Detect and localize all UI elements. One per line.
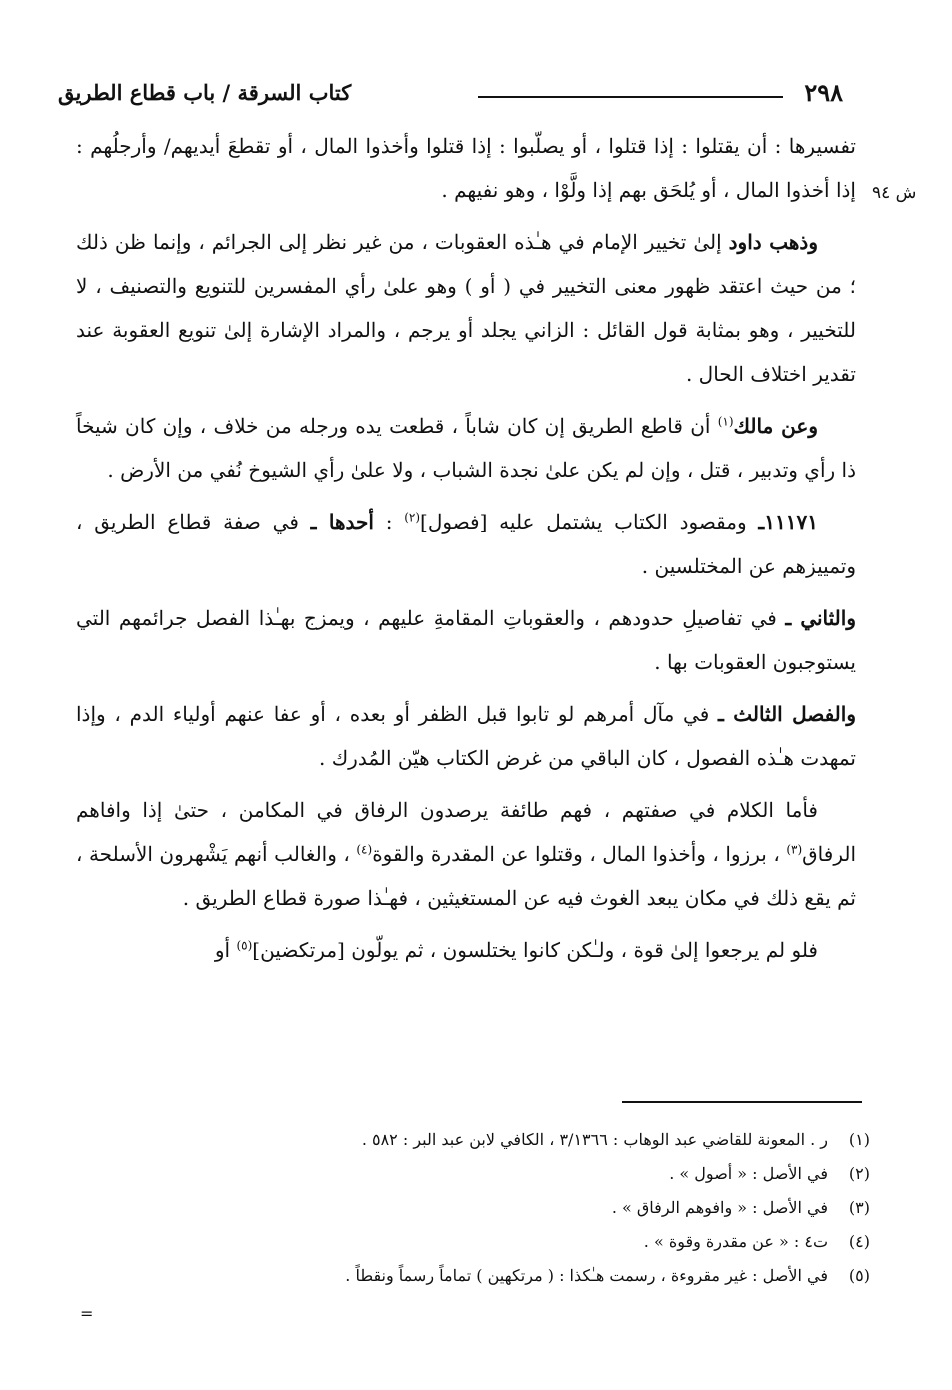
paragraph-text: في صفة قطاع الطريق ، وتمييزهم عن المختلسين .	[76, 510, 856, 578]
footnote-item	[150, 1225, 870, 1259]
footnote-ref: (٣)	[786, 842, 803, 857]
footnote-number: (٢)	[848, 1164, 870, 1183]
footnote-ref: (٢)	[404, 510, 421, 525]
footnote-text: ر . المعونة للقاضي عبد الوهاب : ٣/١٣٦٦ ، الكافي لابن عبد البر : ٥٨٢ .	[361, 1130, 828, 1149]
footnote-divider	[622, 1101, 862, 1103]
paragraph-4	[76, 500, 856, 588]
footnote-item	[150, 1191, 870, 1225]
footnote-number: (٣)	[848, 1198, 870, 1217]
footnote-ref: (١)	[717, 414, 734, 429]
margin-note: ش ٩٤	[872, 183, 917, 203]
main-text	[76, 124, 856, 980]
paragraph-3	[76, 404, 856, 492]
running-title: كتاب السرقة / باب قطاع الطريق	[58, 80, 352, 105]
footnote-text: في الأصل : « أصول » .	[669, 1164, 828, 1183]
paragraph-lead: والثاني ـ	[785, 606, 856, 630]
paragraph-lead: أحدها ـ	[310, 510, 374, 534]
paragraph-text: في تفاصيلِ حدودهم ، والعقوباتِ المقامةِ عليهم ، ويمزج بهـٰذا الفصل جرائمهم التي يستوجبون العقوبات بها .	[76, 606, 856, 674]
footnote-item	[150, 1157, 870, 1191]
footnote-text: في الأصل : غير مقروءة ، رسمت هـٰكذا : ( مرتكهين ) تماماً رسماً ونقطاً .	[345, 1266, 828, 1285]
paragraph-text: ومقصود الكتاب يشتمل عليه [فصول]	[420, 510, 759, 534]
paragraph-7	[76, 788, 856, 920]
paragraph-text: أو	[214, 938, 237, 962]
paragraph-5	[76, 596, 856, 684]
footnote-item	[150, 1123, 870, 1157]
paragraph-8	[76, 928, 856, 972]
footnote-ref: (٤)	[356, 842, 373, 857]
paragraph-text: إلىٰ تخيير الإمام في هـٰذه العقوبات ، من غير نظر إلى الجرائم ، وإنما ظن ذلك ؛ من حيث اعتقد ظهور معنى التخيير في ( أو ) وهو علىٰ رأي المفسرين للتنويع والتصنيف ، لا للتخيير ، وهو بمثابة قول القائل : الزاني يجلد أو يرجم ، والمراد الإشارة إلىٰ تنويع العقوبة عند تقدير اختلاف الحال .	[76, 230, 856, 386]
paragraph-text: ، والغالب أنهم يَشْهرون الأسلحة ، ثم يقع ذلك في مكان يبعد الغوث فيه عن المستغيثين ، فهـٰذا صورة قطاع الطريق .	[76, 842, 856, 910]
footnote-number: (٤)	[848, 1232, 870, 1251]
footnote-text: ت٤ : « عن مقدرة وقوة » .	[643, 1232, 828, 1251]
paragraph-2	[76, 220, 856, 396]
footnote-ref: (٥)	[236, 938, 253, 953]
paragraph-number: ١١١٧١ـ	[758, 510, 818, 534]
paragraph-lead: وذهب داود	[728, 230, 818, 254]
paragraph-text: في مآل أمرهم لو تابوا قبل الظفر أو بعده ، أو عفا عنهم أولياء الدم ، وإذا تمهدت هـٰذه الفصول ، كان الباقي من غرض الكتاب هيّن المُدرك .	[76, 702, 856, 770]
paragraph-lead: والفصل الثالث ـ	[718, 702, 856, 726]
page-number: ٢٩٨	[804, 78, 843, 107]
paragraph-1	[76, 124, 856, 212]
footnote-text: في الأصل : « وافوهم الرفاق » .	[611, 1198, 828, 1217]
paragraph-text: فلو لم يرجعوا إلىٰ قوة ، ولـٰكن كانوا يختلسون ، ثم يولّون [مرتكضين]	[252, 938, 818, 962]
footnote-item	[150, 1259, 870, 1293]
footnotes	[150, 1123, 870, 1293]
paragraph-text: ، برزوا ، وأخذوا المال ، وقتلوا عن المقدرة والقوة	[372, 842, 787, 866]
paragraph-text: تفسيرها : أن يقتلوا : إذا قتلوا ، أو يصلّبوا : إذا قتلوا وأخذوا المال ، أو تقطعَ أيديهم/ وأرجلُهم : إذا أخذوا المال ، أو يُلحَق بهم إذا ولَّوْا ، وهو نفيهم .	[76, 134, 856, 202]
page-mark: =	[80, 1304, 94, 1323]
paragraph-6	[76, 692, 856, 780]
header-rule	[478, 96, 783, 98]
footnote-number: (١)	[848, 1130, 870, 1149]
paragraph-lead: وعن مالك	[733, 414, 818, 438]
paragraph-text: أن قاطع الطريق إن كان شاباً ، قطعت يده ورجله من خلاف ، وإن كان شيخاً ذا رأي وتدبير ، قتل ، وإن لم يكن علىٰ نجدة الشباب ، ولا علىٰ رأي الشيوخ نُفي من الأرض .	[76, 414, 856, 482]
paragraph-text: :	[373, 510, 405, 534]
paragraph-text: فأما الكلام في صفتهم ، فهم طائفة يرصدون الرفاق في المكامن ، حتىٰ إذا وافاهم الرفاق	[76, 798, 856, 866]
footnote-number: (٥)	[848, 1266, 870, 1285]
page-header	[58, 78, 843, 114]
